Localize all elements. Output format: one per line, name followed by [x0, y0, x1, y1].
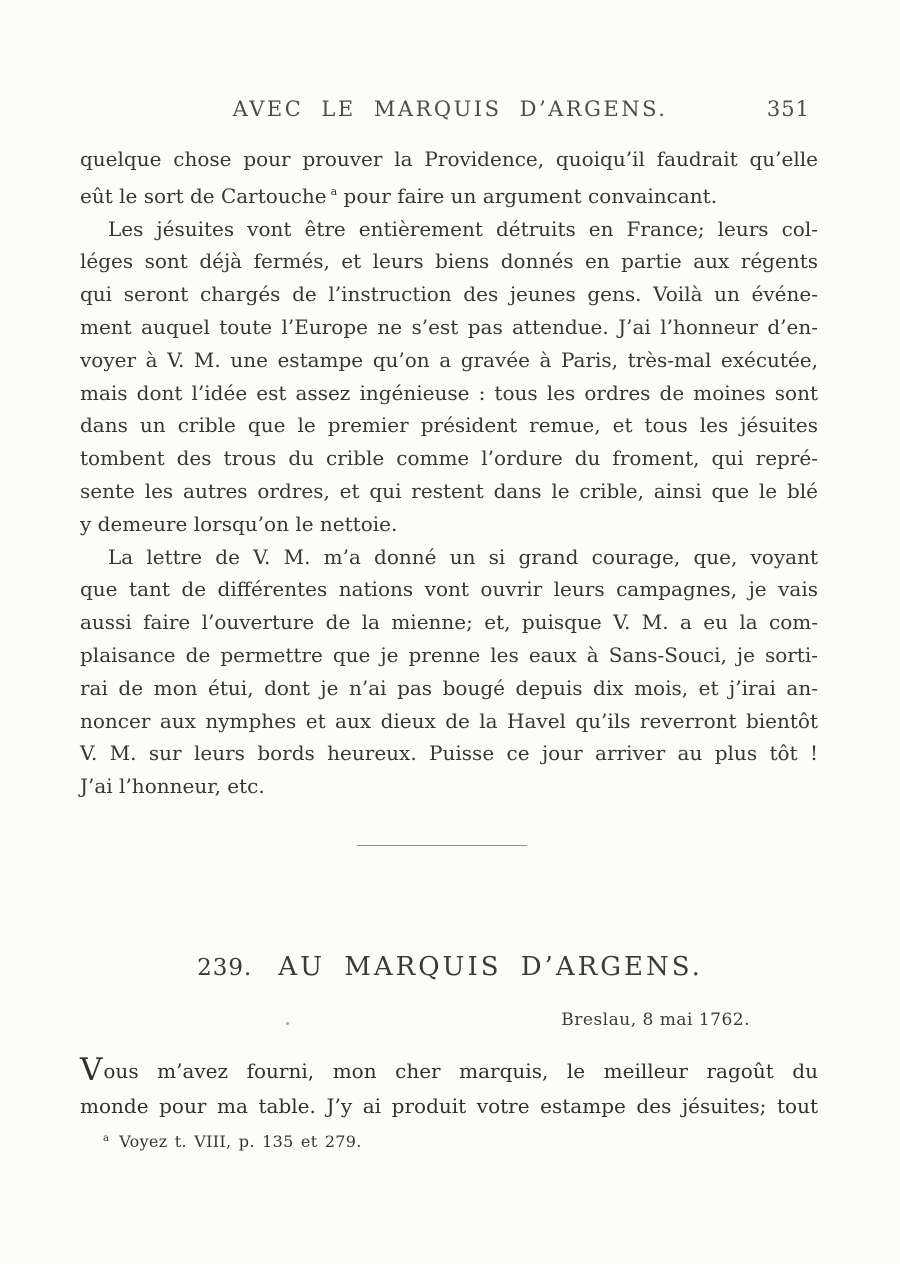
letter-title: AU MARQUIS D’ARGENS.: [278, 952, 703, 982]
text-line: Les jésuites vont être entièrement détruits en France; leurs col-: [108, 216, 818, 241]
scan-speck: [286, 1022, 289, 1025]
letter-heading: [0, 952, 900, 982]
text-line: quelque chose pour prouver la Providence, quoiqu’il faudrait qu’elle: [80, 147, 818, 171]
footnote-marker: a: [103, 1133, 110, 1144]
text-line: Vous m’avez fourni, mon cher marquis, le meilleur ragoût du: [80, 1052, 818, 1088]
text-line: V. M. sur leurs bords heureux. Puisse ce jour arriver au plus tôt !: [80, 741, 818, 766]
page-number: 351: [766, 97, 810, 121]
text-line: J’ai l’honneur, etc.: [80, 774, 265, 799]
text-line: plaisance de permettre que je prenne les eaux à Sans-Souci, je sorti-: [80, 642, 818, 667]
text-line: eût le sort de Cartouche $^a$ pour faire un argument convaincant.: [80, 183, 718, 208]
running-header-title: AVEC LE MARQUIS D’ARGENS.: [232, 97, 668, 121]
text-line: tombent des trous du crible comme l’ordure du froment, qui repré-: [80, 446, 818, 471]
text-line: y demeure lorsqu’on le nettoie.: [80, 511, 398, 536]
text-line: voyer à V. M. une estampe qu’on a gravée à Paris, très-mal exécutée,: [80, 347, 818, 372]
text-line: aussi faire l’ouverture de la mienne; et, puisque V. M. a eu la com-: [80, 610, 818, 635]
text-line: léges sont déjà fermés, et leurs biens donnés en partie aux régents: [80, 249, 818, 274]
text-line: que tant de différentes nations vont ouvrir leurs campagnes, je vais: [80, 577, 818, 602]
footnote-text: Voyez t. VIII, p. 135 et 279.: [119, 1132, 362, 1151]
paragraph-initial: V: [80, 1052, 104, 1088]
text-line: ment auquel toute l’Europe ne s’est pas attendue. J’ai l’honneur d’en-: [80, 314, 818, 339]
footnote-reference: a: [330, 184, 338, 198]
text-line: noncer aux nymphes et aux dieux de la Havel qu’ils reverront bientôt: [80, 708, 818, 733]
text-line: mais dont l’idée est assez ingénieuse : tous les ordres de moines sont: [80, 380, 818, 405]
text-line: qui seront chargés de l’instruction des jeunes gens. Voilà un événe-: [80, 282, 818, 307]
letter-239-opening-text: [80, 1054, 818, 1124]
text-line: monde pour ma table. J’y ai produit votre estampe des jésuites; tout: [80, 1094, 818, 1118]
section-divider: [357, 845, 527, 846]
letter-238-continuation-text: [80, 143, 818, 803]
letter-number: 239.: [197, 955, 253, 981]
dateline: Breslau, 8 mai 1762.: [561, 1010, 750, 1030]
text-line: rai de mon étui, dont je n’ai pas bougé depuis dix mois, et j’irai an-: [80, 675, 818, 700]
text-line: La lettre de V. M. m’a donné un si grand courage, que, voyant: [108, 544, 818, 569]
text-line: sente les autres ordres, et qui restent dans le crible, ainsi que le blé: [80, 478, 818, 503]
footnote: [103, 1132, 362, 1151]
text-line: dans un crible que le premier président remue, et tous les jésuites: [80, 413, 818, 438]
page-header: [80, 97, 820, 125]
